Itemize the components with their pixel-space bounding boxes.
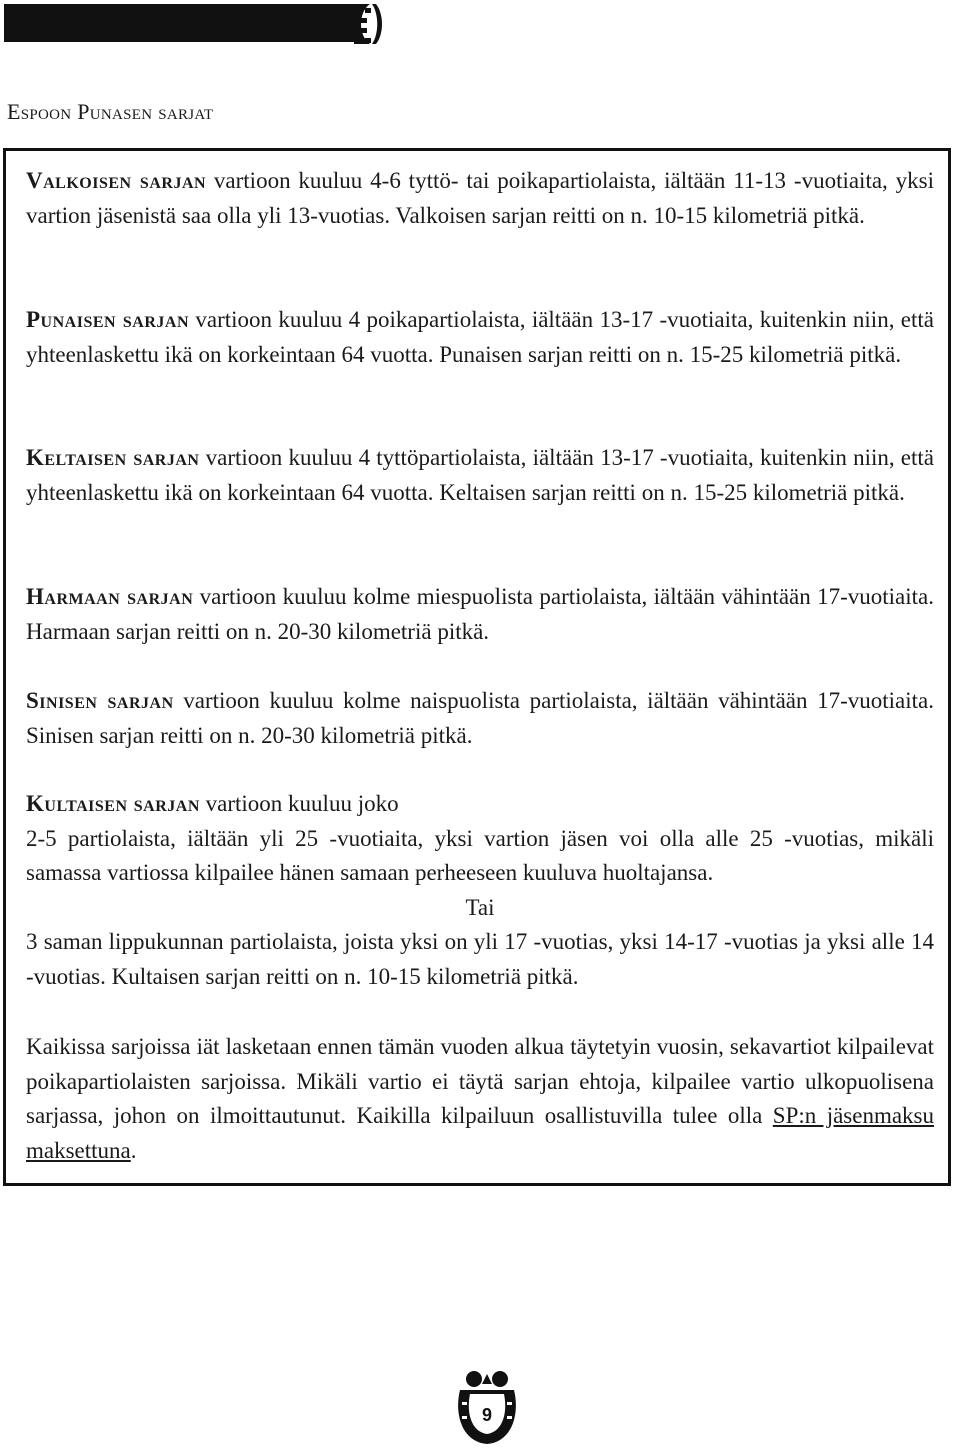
paragraph-kultainen	[26, 787, 934, 994]
header-bar	[4, 4, 356, 42]
lead-kultainen: Kultaisen sarjan	[26, 791, 200, 816]
text-keltainen: vartioon kuuluu 4 tyttöpartiolaista, iältään 13-17 -vuotiaita, kuitenkin niin, että yhteenlaskettu ikä on korkeintaan 64 vuotta. Keltaisen sarjan reitti on n. 15-25 kilometriä pitkä.	[26, 445, 934, 505]
text-punainen: vartioon kuuluu 4 poikapartiolaista, iältään 13-17 -vuotiaita, kuitenkin niin, että yhteenlaskettu ikä on korkeintaan 64 vuotta. Punaisen sarjan reitti on n. 15-25 kilometriä pitkä.	[26, 307, 934, 367]
kultainen-intro: vartioon kuuluu joko	[199, 791, 399, 816]
text-sininen: vartioon kuuluu kolme naispuolista partiolaista, iältään vähintään 17-vuotiaita. Sinisen sarjan reitti on n. 20-30 kilometriä pitkä.	[26, 688, 934, 748]
page-number: 9	[481, 1405, 493, 1425]
text-harmaa: vartioon kuuluu kolme miespuolista partiolaista, iältään vähintään 17-vuotiaita. Harmaan sarjan reitti on n. 20-30 kilometriä pitkä.	[26, 584, 934, 644]
kultainen-or-word: Tai	[465, 894, 495, 920]
paragraph-closing	[26, 1030, 934, 1168]
lead-punainen: Punaisen sarjan	[26, 307, 190, 332]
paragraph-valkoinen	[26, 164, 934, 233]
paragraph-harmaa	[26, 580, 934, 649]
kultainen-option-1: 2-5 partiolaista, iältään yli 25 -vuotiaita, yksi vartion jäsen voi olla alle 25 -vuotias, mikäli samassa vartiossa kilpailee hänen samaan perheeseen kuuluva huoltajansa.	[26, 825, 934, 885]
paragraph-keltainen	[26, 441, 934, 510]
closing-end: .	[130, 1137, 137, 1163]
section-title: Espoon Punasen sarjat	[7, 99, 214, 124]
lead-sininen: Sinisen sarjan	[26, 688, 174, 713]
closing-text: Kaikissa sarjoissa iät lasketaan ennen tämän vuoden alkua täytetyin vuosin, sekavartiot kilpailevat poikapartiolaisten sarjoissa. Mikäli vartio ei täytä sarjan ehtoja, kilpailee vartio ulkopuolisena sarjassa, johon on ilmoittautunut. Kaikilla kilpailuun osallistuvilla tulee olla	[26, 1034, 934, 1128]
lead-keltainen: Keltaisen sarjan	[26, 445, 200, 470]
lead-harmaa: Harmaan sarjan	[26, 584, 194, 609]
membership-fee-link[interactable]: SP:n jäsenmaksu maksettuna	[26, 1103, 934, 1163]
kultainen-option-2: 3 saman lippukunnan partiolaista, joista yksi on yli 17 -vuotias, yksi 14-17 -vuotias ja yksi alle 14 -vuotias. Kultaisen sarjan reitti on n. 10-15 kilometriä pitkä.	[26, 929, 934, 989]
paragraph-punainen	[26, 303, 934, 372]
paragraph-sininen	[26, 684, 934, 753]
hoof-emblem-icon	[348, 2, 388, 46]
text-valkoinen: vartioon kuuluu 4-6 tyttö- tai poikapartiolaista, iältään 11-13 -vuotiaita, yksi vartion jäsenistä saa olla yli 13-vuotias. Valkoisen sarjan reitti on n. 10-15 kilometriä pitkä.	[26, 168, 934, 228]
kultainen-intro-line	[26, 787, 934, 822]
lead-valkoinen: Valkoisen sarjan	[26, 168, 207, 193]
horseshoe-badge-icon	[454, 1368, 520, 1446]
